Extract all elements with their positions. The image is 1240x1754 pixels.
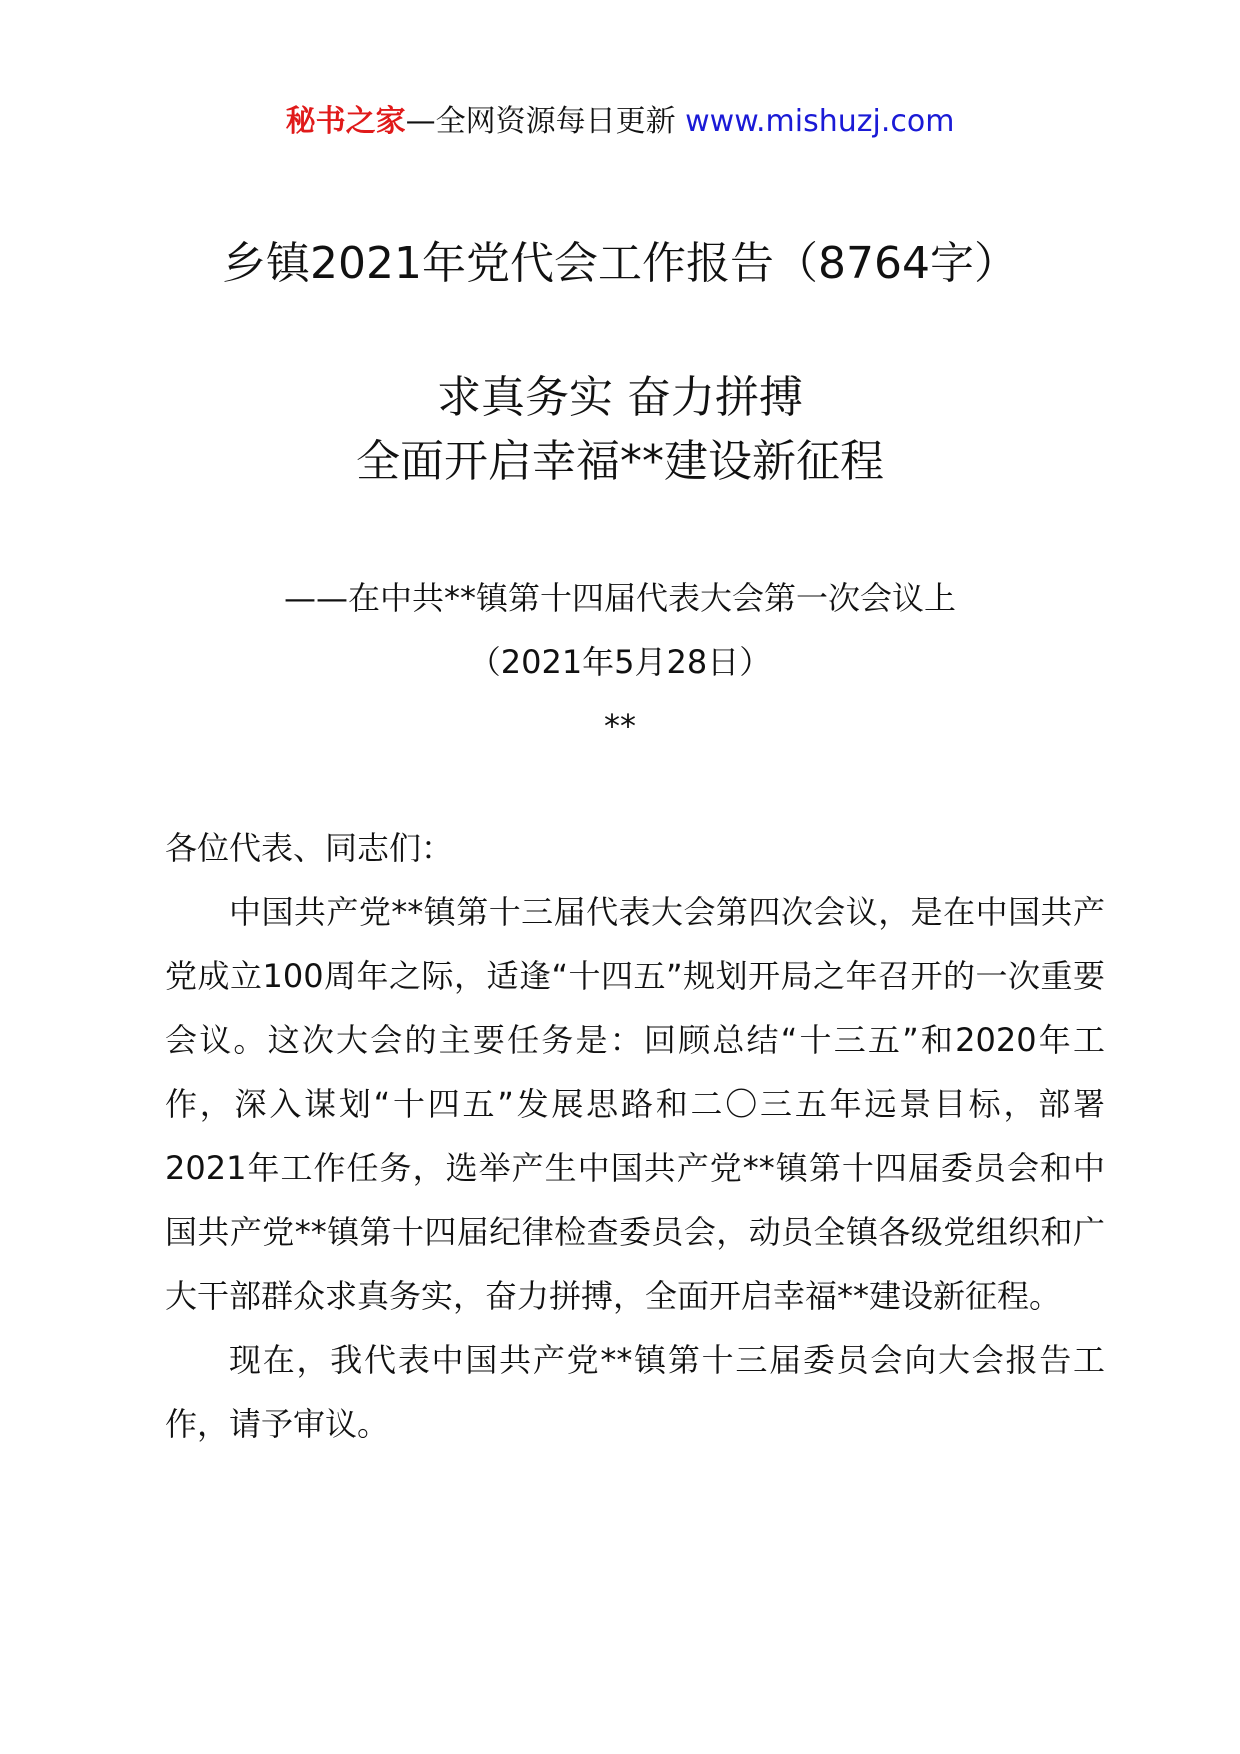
site-brand: 秘书之家 bbox=[285, 104, 406, 139]
main-heading-line-1: 求真务实 奋力拼搏 bbox=[437, 372, 803, 423]
site-url-link[interactable]: www.mishuzj.com bbox=[685, 104, 955, 139]
site-tagline: —全网资源每日更新 bbox=[405, 104, 676, 139]
speaker-name: ** bbox=[604, 707, 636, 745]
site-header bbox=[0, 102, 1240, 142]
body-paragraph-2: 现在，我代表中国共产党**镇第十三届委员会向大会报告工作，请予审议。 bbox=[165, 1341, 1105, 1443]
salutation: 各位代表、同志们： bbox=[165, 829, 454, 867]
document-title: 乡镇2021年党代会工作报告（8764字） bbox=[222, 238, 1018, 289]
occasion-subtitle: ——在中共**镇第十四届代表大会第一次会议上 bbox=[283, 579, 956, 617]
document-body bbox=[165, 816, 1105, 1456]
speech-date: （2021年5月28日） bbox=[468, 643, 772, 681]
body-paragraph-1: 中国共产党**镇第十三届代表大会第四次会议，是在中国共产党成立100周年之际，适逢“十四五”规划开局之年召开的一次重要会议。这次大会的主要任务是：回顾总结“十三五”和2020年工作，深入谋划“十四五”发展思路和二〇三五年远景目标，部署2021年工作任务，选举产生中国共产党**镇第十四届委员会和中国共产党**镇第十四届纪律检查委员会，动员全镇各级党组织和广大干部群众求真务实，奋力拼搏，全面开启幸福**建设新征程。 bbox=[165, 893, 1105, 1315]
main-heading-line-2: 全面开启幸福**建设新征程 bbox=[356, 436, 884, 487]
main-heading bbox=[0, 366, 1240, 494]
subtitle-block bbox=[0, 566, 1240, 758]
